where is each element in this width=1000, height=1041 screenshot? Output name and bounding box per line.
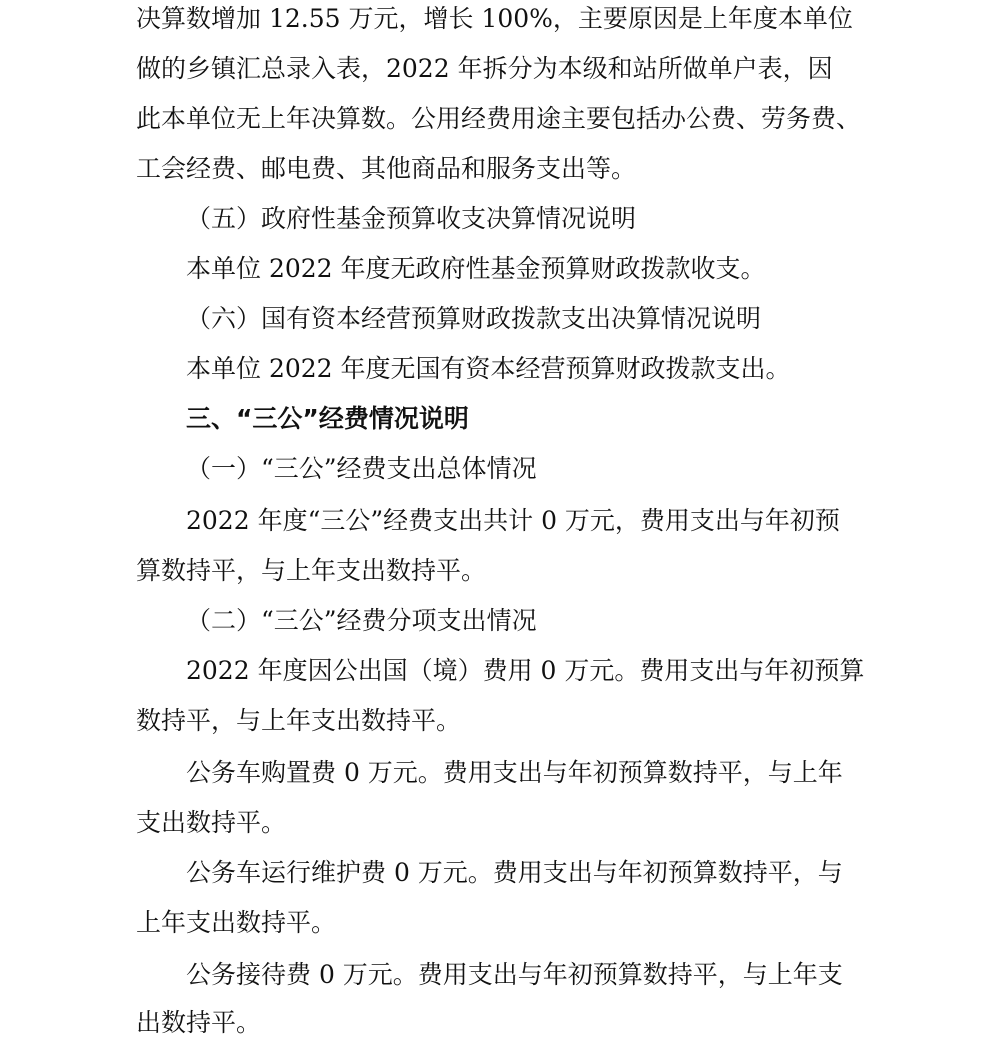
text-line: 工会经费、邮电费、其他商品和服务支出等。 [136, 154, 637, 183]
text-line: 2022 年度“三公”经费支出共计 0 万元，费用支出与年初预 [186, 506, 840, 535]
subsection-heading: （一）“三公”经费支出总体情况 [186, 454, 537, 483]
subsection-heading: （六）国有资本经营预算财政拨款支出决算情况说明 [186, 304, 762, 333]
text-line: 公务车运行维护费 0 万元。费用支出与年初预算数持平，与 [186, 858, 843, 887]
text-line: 决算数增加 12.55 万元，增长 100%，主要原因是上年度本单位 [136, 4, 853, 33]
text-line: 支出数持平。 [136, 808, 287, 837]
text-line: 公务接待费 0 万元。费用支出与年初预算数持平，与上年支 [186, 960, 843, 989]
subsection-heading: （二）“三公”经费分项支出情况 [186, 606, 537, 635]
text-line: 此本单位无上年决算数。公用经费用途主要包括办公费、劳务费、 [136, 104, 862, 133]
text-line: 算数持平，与上年支出数持平。 [136, 556, 487, 585]
text-line: 出数持平。 [136, 1008, 262, 1037]
subsection-heading: （五）政府性基金预算收支决算情况说明 [186, 204, 637, 233]
section-heading: 三、“三公”经费情况说明 [186, 404, 469, 433]
text-line: 本单位 2022 年度无国有资本经营预算财政拨款支出。 [186, 354, 791, 383]
text-line: 公务车购置费 0 万元。费用支出与年初预算数持平，与上年 [186, 758, 843, 787]
text-line: 2022 年度因公出国（境）费用 0 万元。费用支出与年初预算 [186, 656, 865, 685]
text-line: 本单位 2022 年度无政府性基金预算财政拨款收支。 [186, 254, 766, 283]
text-line: 数持平，与上年支出数持平。 [136, 706, 462, 735]
text-line: 做的乡镇汇总录入表，2022 年拆分为本级和站所做单户表，因 [136, 54, 833, 83]
text-line: 上年支出数持平。 [136, 908, 337, 937]
